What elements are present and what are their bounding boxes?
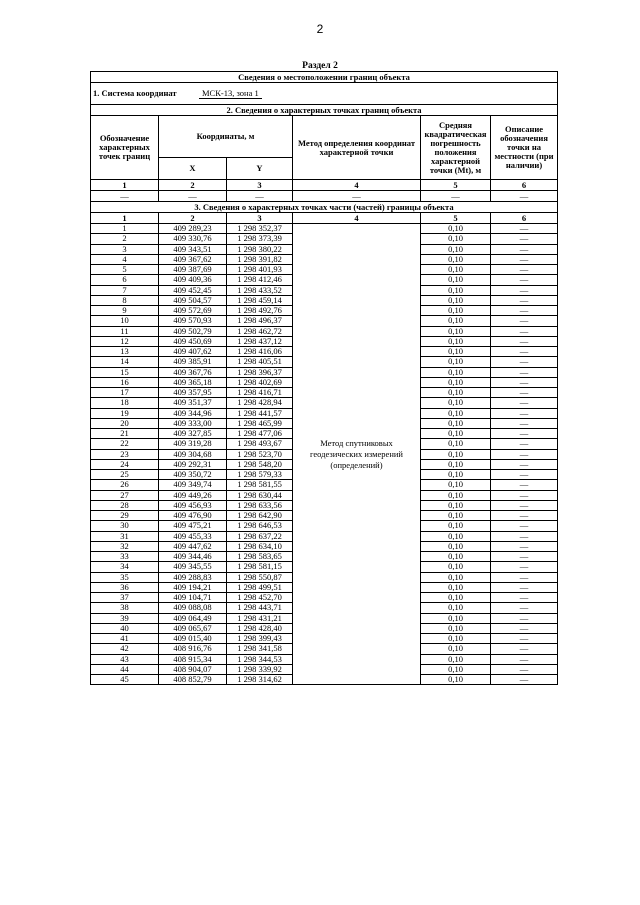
x-coordinate: 409 447,62 — [159, 541, 227, 551]
y-coordinate: 1 298 634,10 — [227, 541, 293, 551]
x-coordinate: 409 449,26 — [159, 490, 227, 500]
description-value: — — [491, 623, 558, 633]
description-value: — — [491, 500, 558, 510]
description-value: — — [491, 418, 558, 428]
description-value: — — [491, 531, 558, 541]
mt-value: 0,10 — [421, 541, 491, 551]
x-coordinate: 409 387,69 — [159, 265, 227, 275]
y-coordinate: 1 298 477,06 — [227, 429, 293, 439]
mt-value: 0,10 — [421, 470, 491, 480]
x-coordinate: 409 345,55 — [159, 562, 227, 572]
y-coordinate: 1 298 341,58 — [227, 644, 293, 654]
y-coordinate: 1 298 412,46 — [227, 275, 293, 285]
mt-value: 0,10 — [421, 480, 491, 490]
point-number: 14 — [91, 357, 159, 367]
point-number: 25 — [91, 470, 159, 480]
mt-value: 0,10 — [421, 521, 491, 531]
point-number: 6 — [91, 275, 159, 285]
description-value: — — [491, 449, 558, 459]
point-number: 28 — [91, 500, 159, 510]
x-coordinate: 409 292,31 — [159, 459, 227, 469]
y-coordinate: 1 298 428,40 — [227, 623, 293, 633]
x-coordinate: 409 385,91 — [159, 357, 227, 367]
table-row — [91, 224, 558, 234]
y-coordinate: 1 298 581,55 — [227, 480, 293, 490]
mt-value: 0,10 — [421, 593, 491, 603]
y-coordinate: 1 298 523,70 — [227, 449, 293, 459]
empty-cell: — — [491, 191, 558, 202]
point-number: 42 — [91, 644, 159, 654]
y-coordinate: 1 298 352,37 — [227, 224, 293, 234]
x-coordinate: 408 916,76 — [159, 644, 227, 654]
x-coordinate: 409 288,83 — [159, 572, 227, 582]
x-coordinate: 409 344,96 — [159, 408, 227, 418]
mt-value: 0,10 — [421, 254, 491, 264]
x-coordinate: 409 088,08 — [159, 603, 227, 613]
point-number: 12 — [91, 336, 159, 346]
description-value: — — [491, 265, 558, 275]
point-number: 31 — [91, 531, 159, 541]
point-number: 36 — [91, 582, 159, 592]
description-value: — — [491, 675, 558, 685]
col-number: 3 — [227, 180, 293, 191]
point-number: 9 — [91, 306, 159, 316]
y-coordinate: 1 298 646,53 — [227, 521, 293, 531]
x-coordinate: 409 319,28 — [159, 439, 227, 449]
point-number: 24 — [91, 459, 159, 469]
x-coordinate: 409 572,69 — [159, 306, 227, 316]
mt-value: 0,10 — [421, 439, 491, 449]
point-number: 20 — [91, 418, 159, 428]
y-coordinate: 1 298 405,51 — [227, 357, 293, 367]
mt-value: 0,10 — [421, 275, 491, 285]
description-value: — — [491, 552, 558, 562]
empty-cell: — — [421, 191, 491, 202]
x-coordinate: 409 476,90 — [159, 511, 227, 521]
y-coordinate: 1 298 433,52 — [227, 285, 293, 295]
description-value: — — [491, 377, 558, 387]
x-coordinate: 409 064,49 — [159, 613, 227, 623]
mt-value: 0,10 — [421, 306, 491, 316]
description-value: — — [491, 593, 558, 603]
point-number: 33 — [91, 552, 159, 562]
x-coordinate: 409 333,00 — [159, 418, 227, 428]
description-value: — — [491, 654, 558, 664]
y-coordinate: 1 298 581,15 — [227, 562, 293, 572]
y-coordinate: 1 298 452,70 — [227, 593, 293, 603]
mt-value: 0,10 — [421, 316, 491, 326]
description-value: — — [491, 347, 558, 357]
x-coordinate: 409 327,85 — [159, 429, 227, 439]
description-value: — — [491, 480, 558, 490]
mt-value: 0,10 — [421, 347, 491, 357]
description-value: — — [491, 470, 558, 480]
y-coordinate: 1 298 459,14 — [227, 295, 293, 305]
mt-value: 0,10 — [421, 418, 491, 428]
y-coordinate: 1 298 402,69 — [227, 377, 293, 387]
point-number: 2 — [91, 234, 159, 244]
mt-value: 0,10 — [421, 500, 491, 510]
point-number: 19 — [91, 408, 159, 418]
point-number: 7 — [91, 285, 159, 295]
description-value: — — [491, 634, 558, 644]
point-number: 22 — [91, 439, 159, 449]
point-number: 18 — [91, 398, 159, 408]
x-coordinate: 409 194,21 — [159, 582, 227, 592]
x-coordinate: 409 367,62 — [159, 254, 227, 264]
points-section-heading: 2. Сведения о характерных точках границ объекта — [91, 105, 558, 116]
mt-value: 0,10 — [421, 582, 491, 592]
description-value: — — [491, 367, 558, 377]
section-title: Раздел 2 — [302, 61, 338, 71]
description-value: — — [491, 429, 558, 439]
x-coordinate: 409 351,37 — [159, 398, 227, 408]
x-coordinate: 409 456,93 — [159, 500, 227, 510]
y-header: Y — [227, 158, 293, 180]
y-coordinate: 1 298 344,53 — [227, 654, 293, 664]
point-number: 35 — [91, 572, 159, 582]
column-numbers-row-2 — [91, 213, 558, 224]
point-number: 26 — [91, 480, 159, 490]
point-number: 39 — [91, 613, 159, 623]
y-coordinate: 1 298 443,71 — [227, 603, 293, 613]
description-value: — — [491, 388, 558, 398]
x-coordinate: 409 475,21 — [159, 521, 227, 531]
description-value: — — [491, 336, 558, 346]
y-coordinate: 1 298 314,62 — [227, 675, 293, 685]
page-number: 2 — [316, 22, 324, 36]
y-coordinate: 1 298 399,43 — [227, 634, 293, 644]
description-value: — — [491, 295, 558, 305]
col-number: 3 — [227, 213, 293, 224]
coordinate-system-label: 1. Система координат — [93, 87, 177, 98]
point-number: 45 — [91, 675, 159, 685]
mt-value: 0,10 — [421, 572, 491, 582]
mt-value: 0,10 — [421, 295, 491, 305]
mt-value: 0,10 — [421, 398, 491, 408]
description-value: — — [491, 582, 558, 592]
y-coordinate: 1 298 637,22 — [227, 531, 293, 541]
y-coordinate: 1 298 465,99 — [227, 418, 293, 428]
point-number: 1 — [91, 224, 159, 234]
coordinate-system-row — [91, 83, 558, 105]
point-number: 30 — [91, 521, 159, 531]
empty-cell: — — [293, 191, 421, 202]
y-coordinate: 1 298 583,65 — [227, 552, 293, 562]
mt-value: 0,10 — [421, 326, 491, 336]
point-number: 15 — [91, 367, 159, 377]
x-coordinate: 409 504,57 — [159, 295, 227, 305]
point-number: 44 — [91, 664, 159, 674]
parts-section-heading: 3. Сведения о характерных точках части (частей) границы объекта — [91, 202, 558, 213]
y-coordinate: 1 298 431,21 — [227, 613, 293, 623]
point-number: 38 — [91, 603, 159, 613]
mt-value: 0,10 — [421, 234, 491, 244]
method-cell: Метод спутниковых геодезических измерений (определений) — [293, 224, 421, 685]
mt-value: 0,10 — [421, 623, 491, 633]
y-coordinate: 1 298 401,93 — [227, 265, 293, 275]
point-number: 8 — [91, 295, 159, 305]
y-coordinate: 1 298 492,76 — [227, 306, 293, 316]
mt-value: 0,10 — [421, 603, 491, 613]
y-coordinate: 1 298 396,37 — [227, 367, 293, 377]
col-number: 6 — [491, 180, 558, 191]
description-value: — — [491, 254, 558, 264]
description-value: — — [491, 459, 558, 469]
x-header: X — [159, 158, 227, 180]
description-value: — — [491, 357, 558, 367]
point-number: 3 — [91, 244, 159, 254]
mt-value: 0,10 — [421, 531, 491, 541]
mt-value: 0,10 — [421, 429, 491, 439]
x-coordinate: 409 104,71 — [159, 593, 227, 603]
y-coordinate: 1 298 441,57 — [227, 408, 293, 418]
x-coordinate: 408 852,79 — [159, 675, 227, 685]
col-number: 6 — [491, 213, 558, 224]
point-number: 27 — [91, 490, 159, 500]
col-number: 5 — [421, 213, 491, 224]
point-number: 21 — [91, 429, 159, 439]
mt-value: 0,10 — [421, 367, 491, 377]
empty-cell: — — [227, 191, 293, 202]
x-coordinate: 409 344,46 — [159, 552, 227, 562]
y-coordinate: 1 298 373,39 — [227, 234, 293, 244]
y-coordinate: 1 298 416,06 — [227, 347, 293, 357]
x-coordinate: 409 455,33 — [159, 531, 227, 541]
mt-value: 0,10 — [421, 644, 491, 654]
x-coordinate: 409 330,76 — [159, 234, 227, 244]
x-coordinate: 409 350,72 — [159, 470, 227, 480]
point-number: 32 — [91, 541, 159, 551]
y-coordinate: 1 298 499,51 — [227, 582, 293, 592]
location-info-heading: Сведения о местоположении границ объекта — [91, 72, 558, 83]
y-coordinate: 1 298 416,71 — [227, 388, 293, 398]
method-header: Метод определения координат характерной точки — [293, 116, 421, 180]
col-number: 5 — [421, 180, 491, 191]
point-number: 10 — [91, 316, 159, 326]
mt-value: 0,10 — [421, 634, 491, 644]
y-coordinate: 1 298 550,87 — [227, 572, 293, 582]
description-value: — — [491, 439, 558, 449]
x-coordinate: 409 407,62 — [159, 347, 227, 357]
y-coordinate: 1 298 579,33 — [227, 470, 293, 480]
col-number: 2 — [159, 213, 227, 224]
point-number: 5 — [91, 265, 159, 275]
y-coordinate: 1 298 548,20 — [227, 459, 293, 469]
point-number: 17 — [91, 388, 159, 398]
empty-cell: — — [159, 191, 227, 202]
description-value: — — [491, 224, 558, 234]
point-number: 4 — [91, 254, 159, 264]
y-coordinate: 1 298 428,94 — [227, 398, 293, 408]
mt-value: 0,10 — [421, 265, 491, 275]
mt-value: 0,10 — [421, 388, 491, 398]
x-coordinate: 409 450,69 — [159, 336, 227, 346]
x-coordinate: 409 452,45 — [159, 285, 227, 295]
empty-cell: — — [91, 191, 159, 202]
mt-value: 0,10 — [421, 675, 491, 685]
mt-value: 0,10 — [421, 562, 491, 572]
x-coordinate: 409 343,51 — [159, 244, 227, 254]
description-value: — — [491, 521, 558, 531]
mt-value: 0,10 — [421, 654, 491, 664]
description-value: — — [491, 541, 558, 551]
column-numbers-row — [91, 180, 558, 191]
boundary-table — [90, 71, 558, 685]
point-number: 29 — [91, 511, 159, 521]
description-value: — — [491, 398, 558, 408]
point-number: 37 — [91, 593, 159, 603]
mt-value: 0,10 — [421, 357, 491, 367]
description-value: — — [491, 234, 558, 244]
mt-value: 0,10 — [421, 552, 491, 562]
y-coordinate: 1 298 642,90 — [227, 511, 293, 521]
description-value: — — [491, 275, 558, 285]
designation-header: Обозначение характерных точек границ — [91, 116, 159, 180]
description-value: — — [491, 316, 558, 326]
y-coordinate: 1 298 633,56 — [227, 500, 293, 510]
y-coordinate: 1 298 496,37 — [227, 316, 293, 326]
x-coordinate: 409 570,93 — [159, 316, 227, 326]
mt-value: 0,10 — [421, 613, 491, 623]
x-coordinate: 409 289,23 — [159, 224, 227, 234]
empty-row — [91, 191, 558, 202]
y-coordinate: 1 298 391,82 — [227, 254, 293, 264]
x-coordinate: 409 304,68 — [159, 449, 227, 459]
point-number: 13 — [91, 347, 159, 357]
point-number: 41 — [91, 634, 159, 644]
y-coordinate: 1 298 380,22 — [227, 244, 293, 254]
description-value: — — [491, 244, 558, 254]
x-coordinate: 409 365,18 — [159, 377, 227, 387]
point-number: 23 — [91, 449, 159, 459]
description-value: — — [491, 408, 558, 418]
mt-value: 0,10 — [421, 336, 491, 346]
y-coordinate: 1 298 339,92 — [227, 664, 293, 674]
description-value: — — [491, 562, 558, 572]
description-header: Описание обозначения точки на местности (при наличии) — [491, 116, 558, 180]
description-value: — — [491, 613, 558, 623]
mt-value: 0,10 — [421, 408, 491, 418]
col-number: 1 — [91, 180, 159, 191]
mt-value: 0,10 — [421, 511, 491, 521]
mt-value: 0,10 — [421, 224, 491, 234]
x-coordinate: 409 357,95 — [159, 388, 227, 398]
mt-value: 0,10 — [421, 449, 491, 459]
coordinate-system-value: МСК-13, зона 1 — [199, 89, 262, 99]
mt-value: 0,10 — [421, 664, 491, 674]
description-value: — — [491, 572, 558, 582]
x-coordinate: 409 502,79 — [159, 326, 227, 336]
y-coordinate: 1 298 437,12 — [227, 336, 293, 346]
x-coordinate: 408 904,07 — [159, 664, 227, 674]
point-number: 43 — [91, 654, 159, 664]
description-value: — — [491, 326, 558, 336]
mt-value: 0,10 — [421, 377, 491, 387]
description-value: — — [491, 490, 558, 500]
mt-value: 0,10 — [421, 490, 491, 500]
error-header: Средняя квадратическая погрешность положения характерной точки (Mt), м — [421, 116, 491, 180]
point-number: 11 — [91, 326, 159, 336]
point-number: 34 — [91, 562, 159, 572]
description-value: — — [491, 511, 558, 521]
col-number: 4 — [293, 180, 421, 191]
description-value: — — [491, 306, 558, 316]
x-coordinate: 409 065,67 — [159, 623, 227, 633]
mt-value: 0,10 — [421, 244, 491, 254]
col-number: 1 — [91, 213, 159, 224]
x-coordinate: 409 409,36 — [159, 275, 227, 285]
y-coordinate: 1 298 462,72 — [227, 326, 293, 336]
description-value: — — [491, 603, 558, 613]
y-coordinate: 1 298 493,67 — [227, 439, 293, 449]
x-coordinate: 409 015,40 — [159, 634, 227, 644]
mt-value: 0,10 — [421, 285, 491, 295]
description-value: — — [491, 285, 558, 295]
col-number: 4 — [293, 213, 421, 224]
y-coordinate: 1 298 630,44 — [227, 490, 293, 500]
description-value: — — [491, 664, 558, 674]
mt-value: 0,10 — [421, 459, 491, 469]
description-value: — — [491, 644, 558, 654]
x-coordinate: 409 349,74 — [159, 480, 227, 490]
col-number: 2 — [159, 180, 227, 191]
point-number: 40 — [91, 623, 159, 633]
x-coordinate: 409 367,76 — [159, 367, 227, 377]
coords-header: Координаты, м — [159, 116, 293, 158]
x-coordinate: 408 915,34 — [159, 654, 227, 664]
point-number: 16 — [91, 377, 159, 387]
